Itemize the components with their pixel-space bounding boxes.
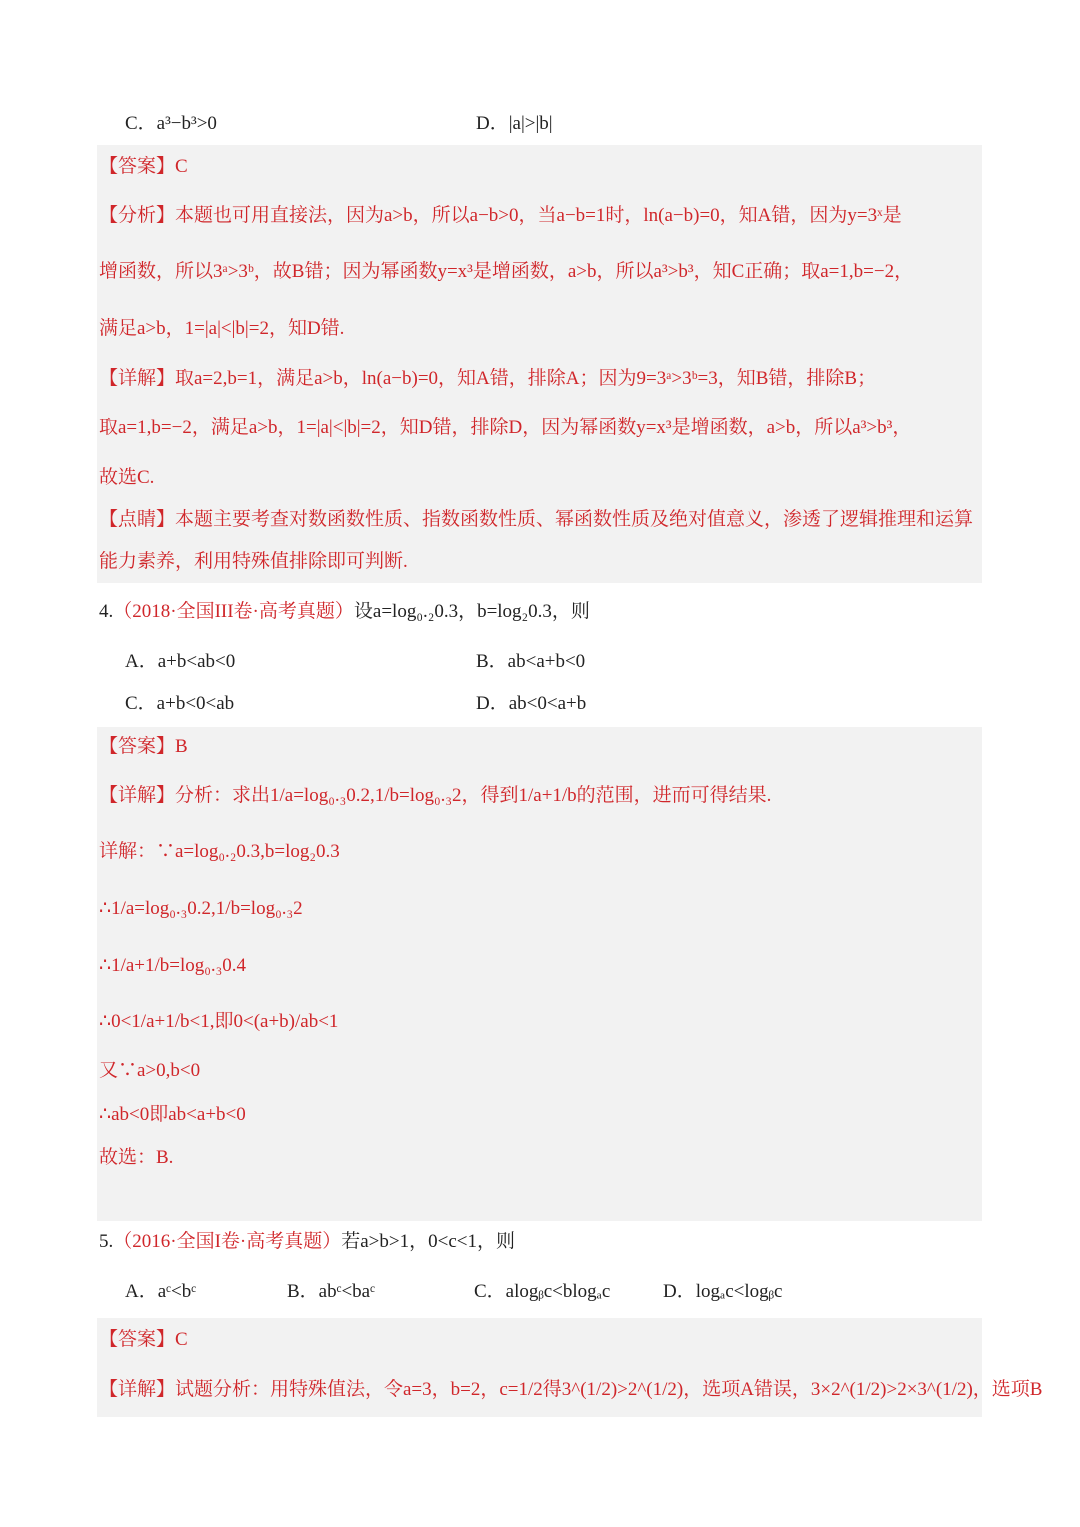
q4-step-4: ∴0<1/a+1/b<1,即0<(a+b)/ab<1 [99, 1011, 339, 1032]
q4-header [99, 598, 590, 626]
q3-detail-line-2: 取a=1,b=−2，满足a>b，1=|a|<|b|=2，知D错，排除D，因为幂函数y=x³是增函数，a>b，所以a³>b³， [99, 417, 912, 438]
q3-comment-line-2: 能力素养，利用特殊值排除即可判断. [99, 551, 408, 572]
q3-detail-line-3: 故选C. [99, 467, 155, 488]
q4-step-2: ∴1/a=log₀.₃0.2,1/b=log₀.₃2 [99, 898, 303, 919]
q3-option-d: D．|a|>|b| [476, 113, 553, 134]
q5-source: （2016·全国I卷·高考真题） [113, 1231, 342, 1252]
q5-header [99, 1228, 515, 1256]
q4-stem: 设a=log₀.₂0.3，b=log₂0.3，则 [353, 601, 590, 622]
q4-answer: 【答案】B [99, 736, 188, 757]
q4-option-c: C．a+b<0<ab [125, 693, 235, 714]
q5-detail-head: 【详解】试题分析：用特殊值法，令a=3，b=2，c=1/2得3^(1/2)>2^(1/2)，选项A错误，3×2^(1/2)>2×3^(1/2)，选项B [99, 1379, 1043, 1400]
q3-analysis-line-3: 满足a>b，1=|a|<|b|=2，知D错. [99, 318, 345, 339]
q4-option-b: B．ab<a+b<0 [476, 651, 586, 672]
q4-source: （2018·全国III卷·高考真题） [113, 601, 354, 622]
q4-step-6: ∴ab<0即ab<a+b<0 [99, 1104, 246, 1125]
q5-option-c: C．alogᵦc<blogₐc [474, 1281, 611, 1302]
q5-option-d: D．logₐc<logᵦc [663, 1281, 783, 1302]
q3-detail-line-1: 【详解】取a=2,b=1，满足a>b，ln(a−b)=0，知A错，排除A；因为9=3ᵃ>3ᵇ=3，知B错，排除B； [99, 368, 877, 389]
q5-stem: 若a>b>1，0<c<1，则 [341, 1231, 515, 1252]
q4-step-7: 故选：B. [99, 1147, 174, 1168]
q3-option-c: C．a³−b³>0 [125, 113, 217, 134]
q5-option-b: B．abᶜ<baᶜ [287, 1281, 375, 1302]
q5-option-a: A．aᶜ<bᶜ [125, 1281, 197, 1302]
q3-analysis-line-1: 【分析】本题也可用直接法，因为a>b，所以a−b>0，当a−b=1时，ln(a−b)=0，知A错，因为y=3ˣ是 [99, 205, 902, 226]
q3-analysis-line-2: 增函数，所以3ᵃ>3ᵇ，故B错；因为幂函数y=x³是增函数，a>b，所以a³>b³，知C正确；取a=1,b=−2， [99, 261, 914, 282]
q4-option-d: D．ab<0<a+b [476, 693, 587, 714]
q4-step-5: 又∵a>0,b<0 [99, 1060, 201, 1081]
q5-number: 5. [99, 1231, 114, 1252]
q3-comment-line-1: 【点睛】本题主要考查对数函数性质、指数函数性质、幂函数性质及绝对值意义，渗透了逻辑推理和运算 [99, 509, 974, 530]
q4-step-1: 详解：∵a=log₀.₂0.3,b=log₂0.3 [99, 841, 340, 862]
q4-number: 4. [99, 601, 114, 622]
q4-option-a: A．a+b<ab<0 [125, 651, 236, 672]
q3-answer: 【答案】C [99, 156, 188, 177]
q5-answer: 【答案】C [99, 1329, 188, 1350]
q4-detail-head: 【详解】分析：求出1/a=log₀.₃0.2,1/b=log₀.₃2，得到1/a+1/b的范围，进而可得结果. [99, 785, 772, 806]
q4-step-3: ∴1/a+1/b=log₀.₃0.4 [99, 955, 247, 976]
